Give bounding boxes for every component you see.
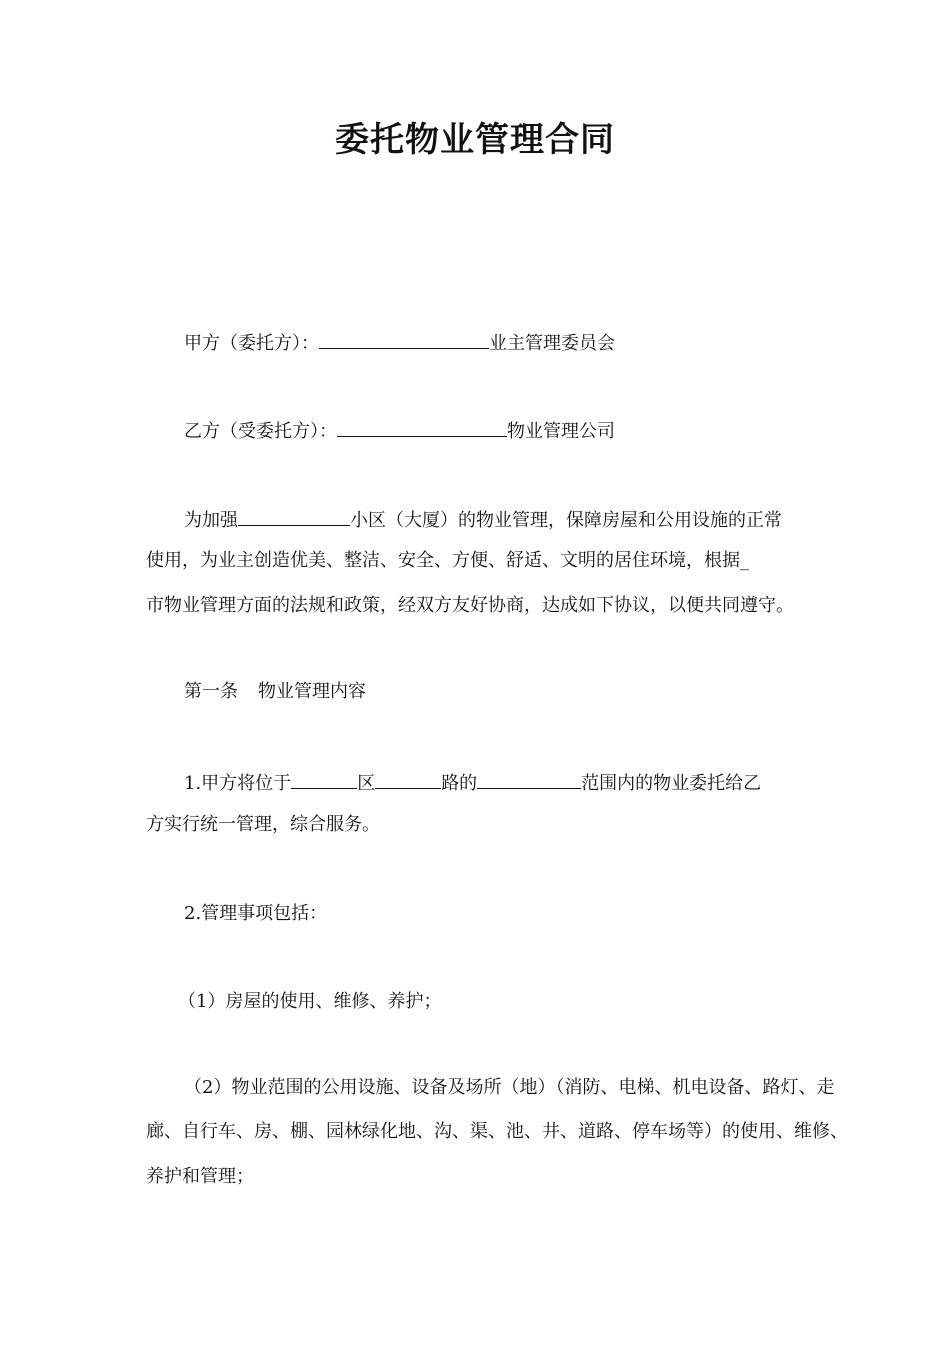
item-1-blank-1 — [291, 768, 357, 789]
sub-item-2-line-2: 廊、自行车、房、棚、园林绿化地、沟、渠、池、井、道路、停车场等）的使用、维修、 — [146, 1121, 848, 1142]
item-1-blank-3 — [477, 768, 581, 789]
party-b-suffix: 物业管理公司 — [507, 421, 615, 442]
contract-title: 委托物业管理合同 — [335, 120, 615, 160]
party-a-blank — [319, 328, 489, 349]
item-2-line: 2.管理事项包括： — [184, 903, 328, 924]
party-a-label: 甲方（委托方）： — [184, 333, 319, 354]
item-1-blank-2 — [375, 768, 441, 789]
item-1-text-b: 区 — [357, 773, 376, 794]
preamble-line-3: 市物业管理方面的法规和政策，经双方友好协商，达成如下协议，以便共同遵守。 — [146, 595, 794, 616]
sub-item-1-line: （1）房屋的使用、维修、养护； — [178, 991, 442, 1012]
party-a-line — [184, 328, 864, 356]
article-1-heading — [184, 680, 864, 704]
preamble-line-2: 使用，为业主创造优美、整洁、安全、方便、舒适、文明的居住环境，根据_ — [146, 550, 749, 571]
party-b-label: 乙方（受委托方）： — [184, 421, 337, 442]
article-1-number: 第一条 — [184, 681, 238, 702]
preamble-line-1 — [184, 505, 864, 533]
party-b-line — [184, 416, 864, 444]
sub-item-2-line-3: 养护和管理； — [146, 1166, 254, 1187]
party-b-blank — [337, 416, 507, 437]
preamble-end: 小区（大厦）的物业管理，保障房屋和公用设施的正常 — [350, 510, 782, 531]
item-1-line-2: 方实行统一管理，综合服务。 — [146, 814, 380, 835]
item-1-line-1 — [184, 768, 864, 796]
item-1-text-a: 1.甲方将位于 — [184, 773, 292, 794]
preamble-start: 为加强 — [184, 510, 238, 531]
preamble-blank — [238, 505, 350, 526]
item-1-text-c: 路的 — [441, 773, 478, 794]
item-1-text-d: 范围内的物业委托给乙 — [581, 773, 762, 794]
party-a-suffix: 业主管理委员会 — [489, 333, 615, 354]
sub-item-2-line-1: （2）物业范围的公用设施、设备及场所（地）（消防、电梯、机电设备、路灯、走 — [184, 1077, 835, 1098]
article-1-title: 物业管理内容 — [258, 681, 366, 702]
